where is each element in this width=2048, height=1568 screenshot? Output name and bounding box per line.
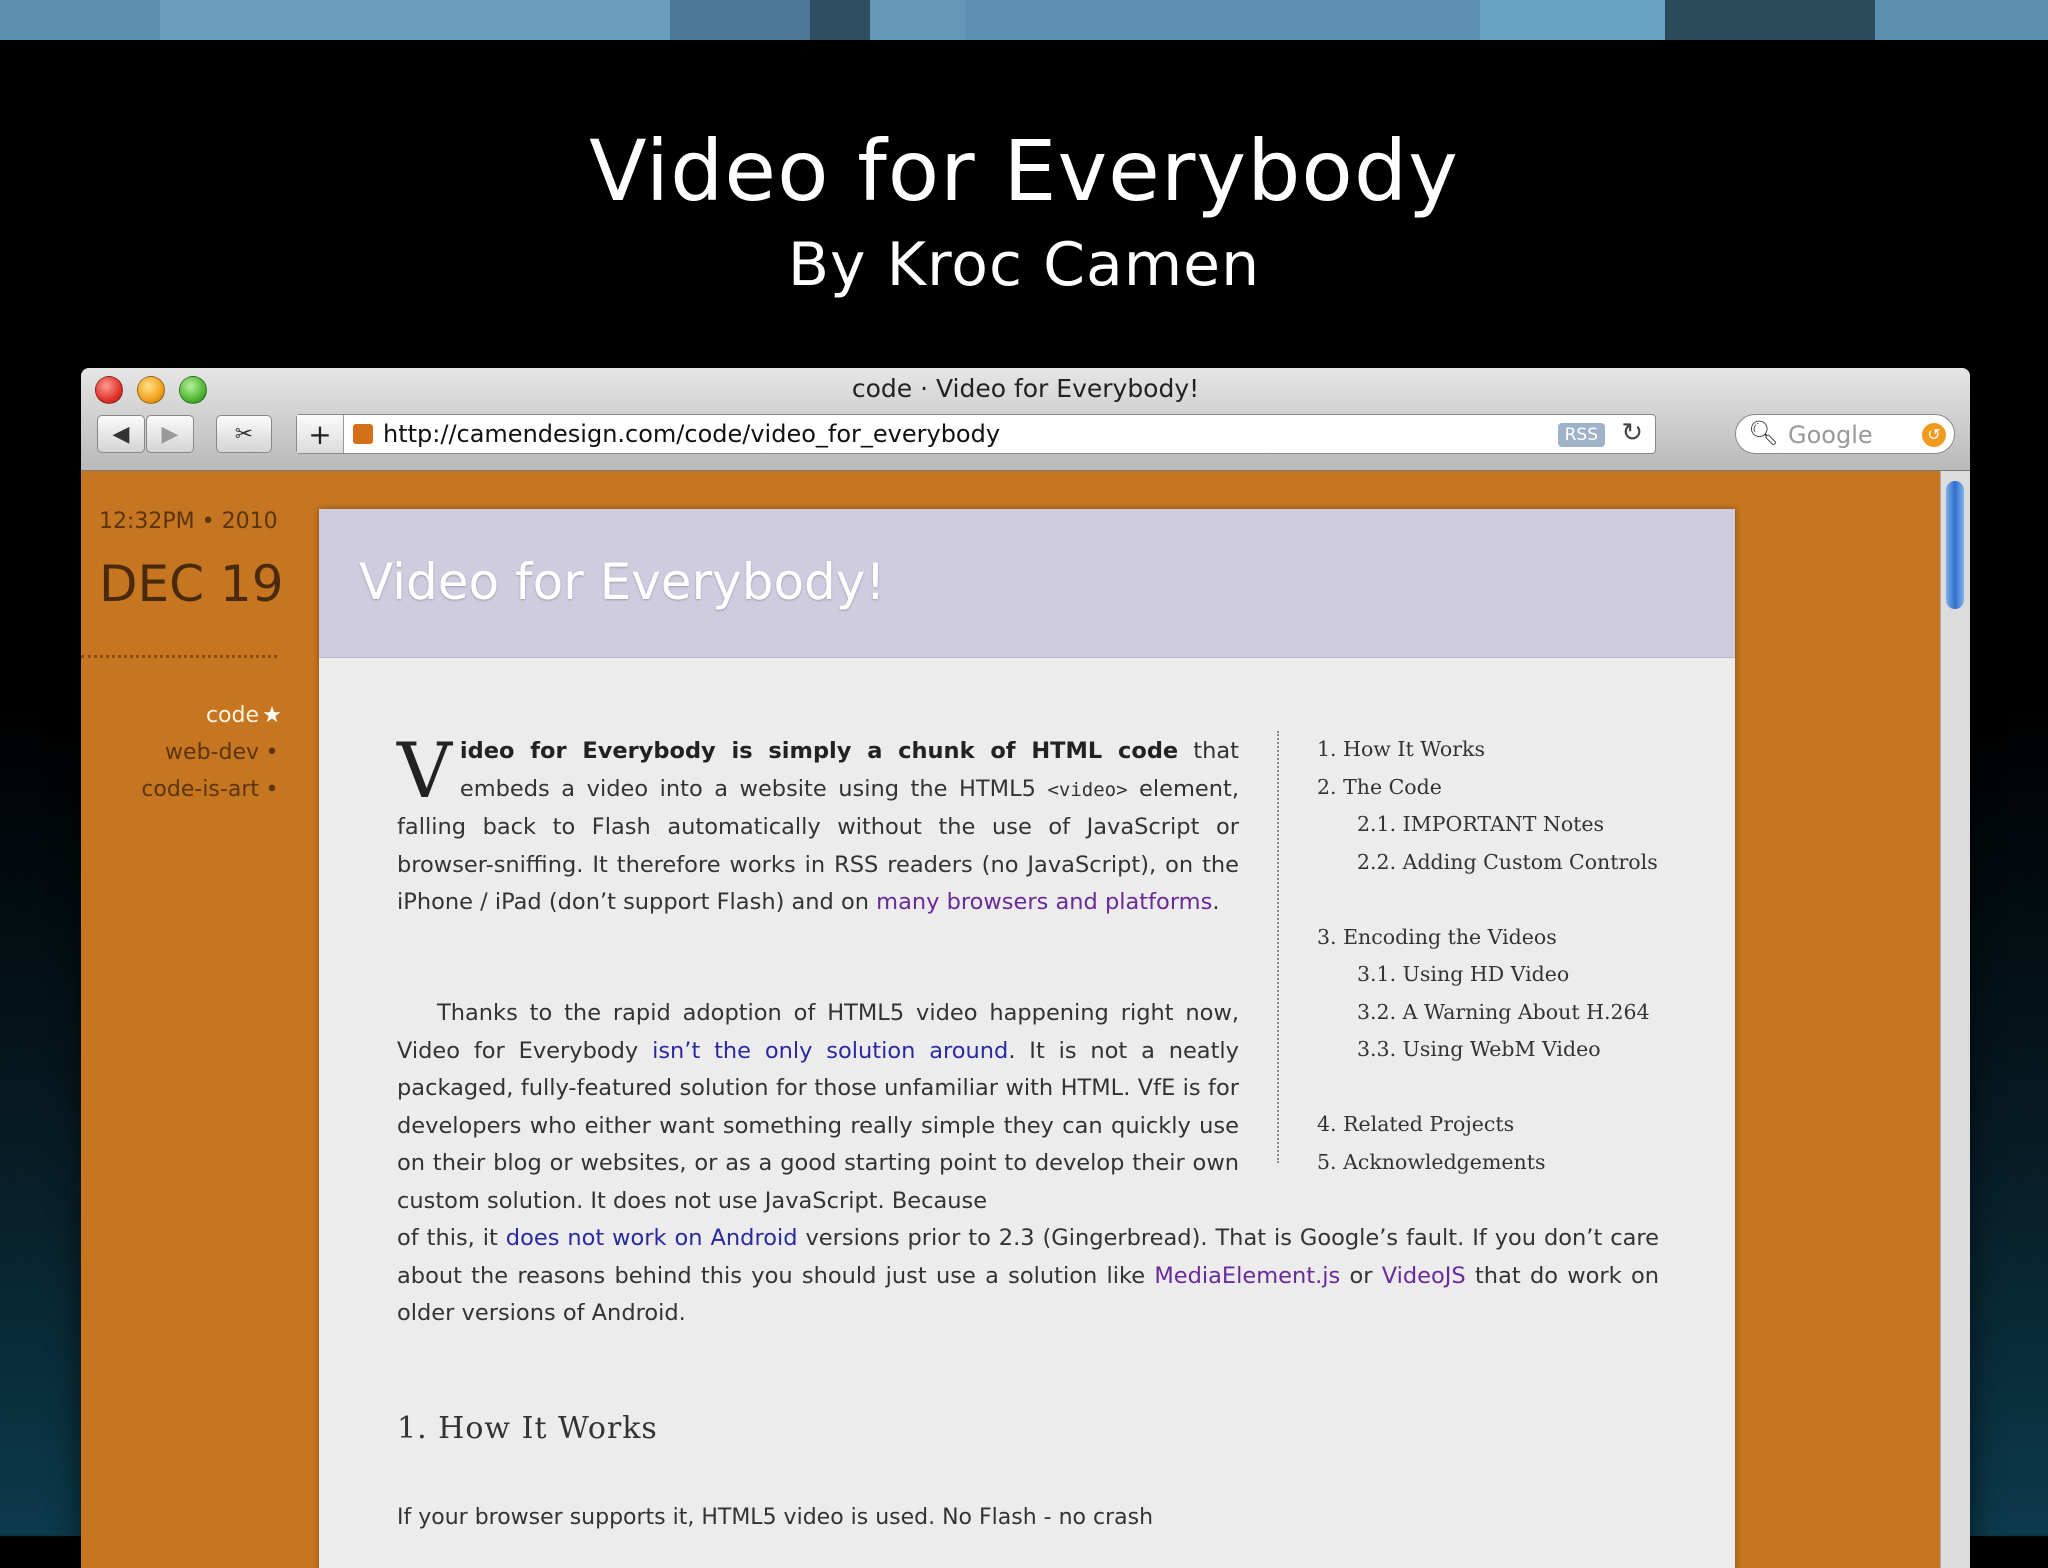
- slide-title: Video for Everybody: [589, 122, 1459, 220]
- videojs-link[interactable]: VideoJS: [1381, 1262, 1466, 1289]
- tag-label[interactable]: code: [205, 703, 259, 728]
- reload-icon[interactable]: ↻: [1621, 418, 1643, 448]
- text-run: . It is not a neatly packaged, fully-featured solution for those unfamiliar with HTML. VfE is for developers who either want something really simple they can quickly use on their blog or websites, or as a good starting point to develop their own custom solution. It does not use JavaScript. Because: [397, 1037, 1239, 1214]
- many-browsers-link[interactable]: many browsers and platforms: [876, 889, 1213, 915]
- vertical-scrollbar[interactable]: [1940, 471, 1970, 1568]
- address-bar[interactable]: [296, 414, 1656, 454]
- tag-web-dev[interactable]: [81, 734, 285, 771]
- tag-code[interactable]: [81, 697, 285, 734]
- toc-item[interactable]: 3.3. Using WebM Video: [1357, 1037, 1601, 1061]
- tag-code-is-art[interactable]: [81, 771, 285, 808]
- bullet-icon: •: [265, 740, 279, 765]
- toc-item[interactable]: 3.1. Using HD Video: [1357, 962, 1570, 986]
- tag-label[interactable]: code-is-art: [141, 777, 259, 802]
- bullet-icon: •: [265, 777, 279, 802]
- add-bookmark-button[interactable]: [297, 415, 344, 453]
- snippet-button[interactable]: [216, 415, 272, 453]
- browser-toolbar: [81, 368, 1970, 471]
- text-run: element, falling back to Flash automatically without the use of JavaScript or browser-sniffing. It therefore works in RSS readers (no JavaScript), on the iPhone / iPad (don’t support Flash) and on: [397, 775, 1239, 915]
- intro-paragraph: [397, 726, 1239, 922]
- back-button[interactable]: [97, 415, 145, 453]
- plus-icon: +: [308, 417, 332, 451]
- url-text[interactable]: http://camendesign.com/code/video_for_everybody: [383, 420, 1001, 448]
- search-field[interactable]: [1735, 414, 1955, 454]
- toc-spacer: [1317, 1069, 1737, 1107]
- drop-cap: V: [397, 726, 452, 815]
- window-title: code · Video for Everybody!: [851, 374, 1200, 403]
- forward-button[interactable]: [146, 415, 194, 453]
- android-link[interactable]: does not work on Android: [505, 1225, 798, 1251]
- inline-code: <video>: [1047, 778, 1128, 801]
- back-arrow-icon: ◀: [112, 421, 130, 447]
- scissors-icon: ✂: [234, 421, 254, 447]
- toc-item[interactable]: 2.1. IMPORTANT Notes: [1357, 812, 1605, 836]
- tag-label[interactable]: web-dev: [165, 740, 259, 765]
- other-solutions-link[interactable]: isn’t the only solution around: [652, 1037, 1009, 1064]
- intro-bold-lead: ideo for Everybody is simply a chunk of HTML code: [459, 738, 1179, 764]
- decorative-top-strip: [0, 0, 2048, 40]
- text-run: of this, it: [397, 1225, 506, 1251]
- snapback-icon[interactable]: ↺: [1922, 423, 1946, 447]
- text-run: that embeds a video into a website using the HTML5: [459, 738, 1239, 802]
- date-divider: [81, 655, 277, 658]
- table-of-contents: [1277, 731, 1737, 1174]
- search-placeholder: Google: [1788, 421, 1873, 449]
- toc-item[interactable]: 2. The Code: [1317, 774, 1442, 799]
- post-time: 12:32PM • 2010: [99, 509, 278, 534]
- forward-arrow-icon: ▶: [161, 421, 179, 447]
- rss-button[interactable]: RSS: [1558, 423, 1605, 447]
- toc-spacer: [1317, 881, 1737, 919]
- text-run: versions prior to 2.3 (Gingerbread). That is Google’s fault. If you don’t care about the reasons behind this you should just use a solution like: [397, 1225, 1659, 1289]
- text-run: .: [1212, 889, 1220, 915]
- second-paragraph: [397, 995, 1239, 1220]
- search-icon[interactable]: 🔍︎: [1748, 419, 1779, 447]
- text-run: Thanks to the rapid adoption of HTML5 video happening right now, Video for Everybody: [397, 1000, 1239, 1064]
- section-text: If your browser supports it, HTML5 video is used. No Flash - no crash: [397, 1505, 1154, 1530]
- article: [319, 509, 1735, 1568]
- toc-item[interactable]: 4. Related Projects: [1317, 1112, 1515, 1136]
- site-favicon-icon: [353, 424, 373, 444]
- web-page: [81, 471, 1941, 1568]
- tag-list: [81, 697, 285, 808]
- toc-item[interactable]: 3. Encoding the Videos: [1317, 924, 1557, 949]
- browser-window: [81, 368, 1970, 1568]
- toc-item[interactable]: 3.2. A Warning About H.264: [1357, 999, 1650, 1024]
- slide-subtitle: By Kroc Camen: [787, 230, 1261, 300]
- toc-item[interactable]: 5. Acknowledgements: [1317, 1149, 1546, 1174]
- third-paragraph: [397, 1220, 1659, 1333]
- text-run: that do work on older versions of Android.: [397, 1262, 1659, 1326]
- article-header: [319, 509, 1735, 658]
- toc-item[interactable]: 1. How It Works: [1317, 737, 1485, 761]
- toc-item[interactable]: 2.2. Adding Custom Controls: [1357, 849, 1658, 874]
- scrollbar-thumb[interactable]: [1946, 481, 1964, 609]
- text-run: or: [1340, 1262, 1382, 1289]
- article-title: Video for Everybody!: [359, 553, 886, 611]
- section-heading: 1. How It Works: [397, 1411, 658, 1446]
- post-date: DEC 19: [99, 555, 284, 613]
- mediaelement-link[interactable]: MediaElement.js: [1154, 1262, 1341, 1289]
- star-icon: ★: [262, 703, 282, 728]
